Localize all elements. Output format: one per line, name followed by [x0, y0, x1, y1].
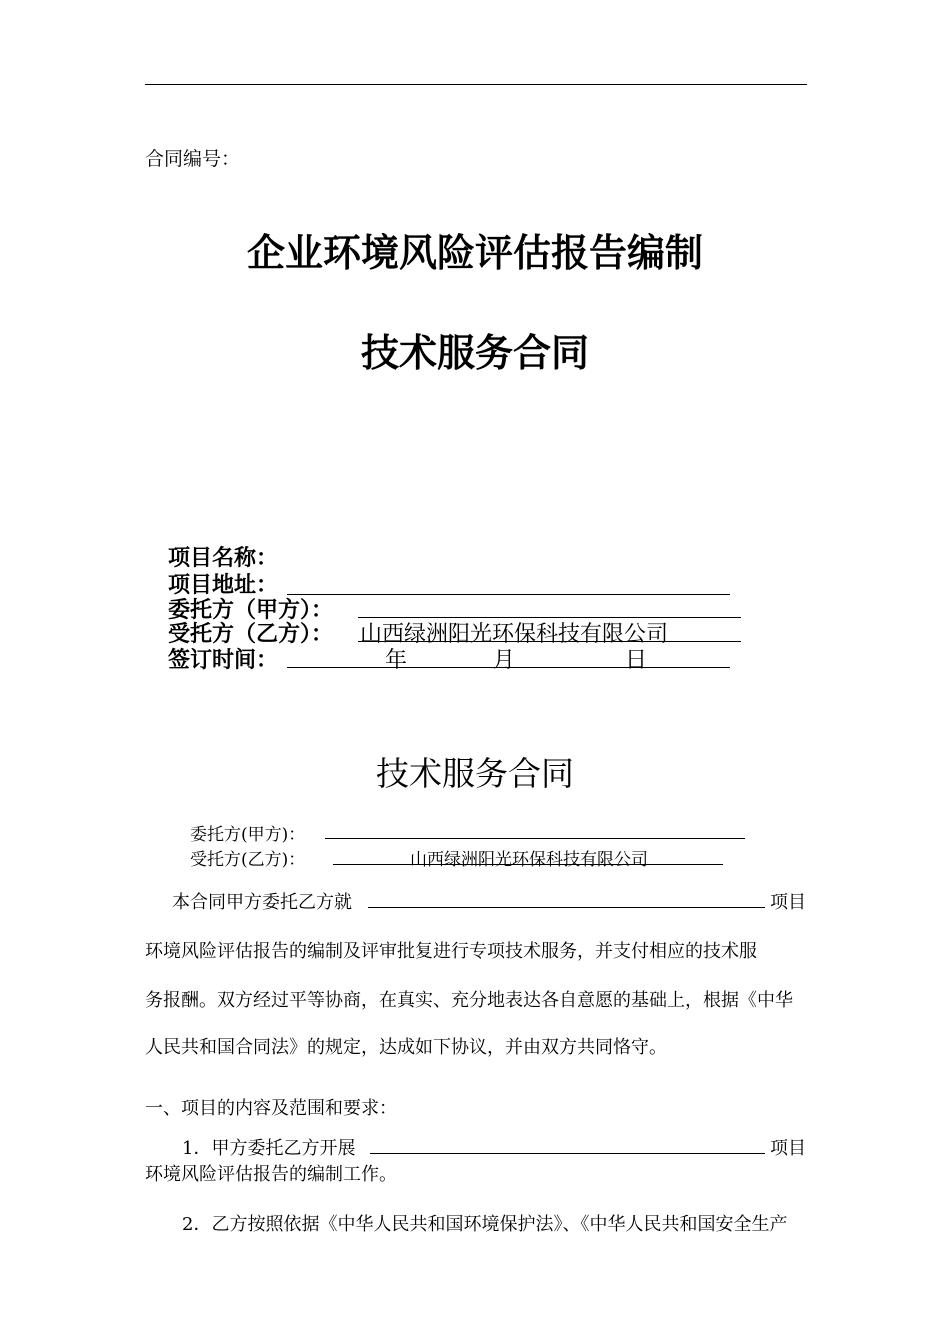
header-rule [145, 84, 807, 85]
body-subtitle: 技术服务合同 [376, 754, 574, 793]
party-a-label: 委托方(甲方)： [190, 825, 306, 845]
party-b-label: 受托方(乙方)： [190, 850, 306, 870]
sign-date-year: 年 [385, 648, 408, 673]
contract-number-label: 合同编号： [145, 148, 241, 170]
intro-line-3: 务报酬。双方经过平等协商，在真实、充分地表达各自意愿的基础上，根据《中华 [145, 990, 793, 1011]
section-1-heading: 一、项目的内容及范围和要求： [145, 1098, 397, 1119]
contractor-underline [358, 641, 741, 642]
party-b-underline [333, 864, 723, 865]
intro-line-4: 人民共和国合同法》的规定，达成如下协议，并由双方共同恪守。 [145, 1037, 667, 1058]
client-label: 委托方（甲方）： [168, 598, 334, 623]
item-2-line-1: 2．乙方按照依据《中华人民共和国环境保护法》、《中华人民共和国安全生产 [182, 1214, 788, 1235]
project-name-label: 项目名称： [168, 546, 279, 571]
project-address-label: 项目地址： [168, 573, 279, 598]
sign-date-month: 月 [493, 648, 516, 673]
party-b-value: 山西绿洲阳光环保科技有限公司 [410, 850, 648, 870]
cover-title-line2: 技术服务合同 [360, 331, 589, 375]
project-address-underline [287, 594, 730, 595]
intro-line-2: 环境风险评估报告的编制及评审批复进行专项技术服务，并支付相应的技术服 [145, 941, 757, 962]
contractor-label: 受托方（乙方）： [168, 622, 334, 647]
party-a-underline [325, 838, 745, 839]
sign-date-label: 签订时间： [168, 648, 279, 673]
item-1-project-underline [370, 1153, 765, 1154]
item-1-prefix: 1．甲方委托乙方开展 [182, 1138, 356, 1159]
item-1-suffix: 项目 [770, 1138, 806, 1159]
contractor-value: 山西绿洲阳光环保科技有限公司 [360, 622, 669, 647]
intro-suffix: 项目 [770, 892, 806, 913]
item-1-line-2: 环境风险评估报告的编制工作。 [145, 1164, 397, 1185]
sign-date-day: 日 [625, 648, 648, 673]
intro-project-underline [368, 907, 765, 908]
intro-prefix: 本合同甲方委托乙方就 [172, 892, 352, 913]
cover-title-line1: 企业环境风险评估报告编制 [246, 231, 703, 275]
sign-date-underline [287, 667, 730, 668]
